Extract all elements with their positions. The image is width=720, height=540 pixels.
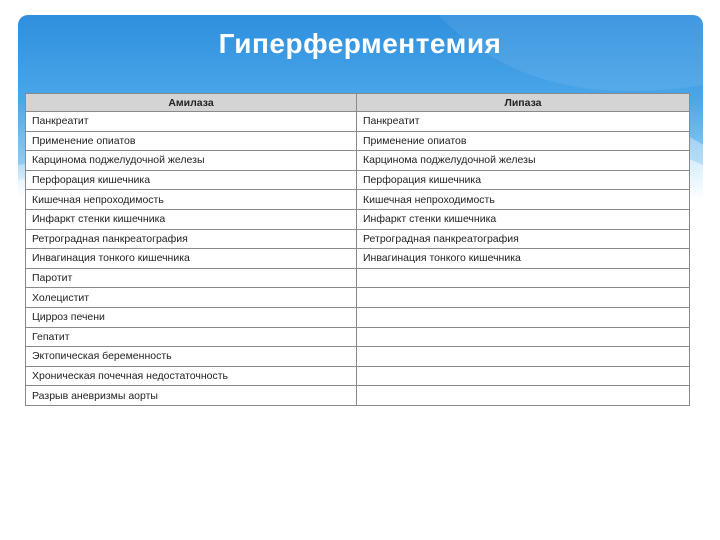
lipase-cell: Перфорация кишечника [357, 170, 690, 190]
table-row [26, 307, 690, 327]
amylase-cell: Хроническая почечная недостаточность [26, 366, 357, 386]
lipase-cell [357, 327, 690, 347]
table-row [26, 151, 690, 171]
header-amylase: Амилаза [26, 94, 357, 112]
table-row [26, 268, 690, 288]
amylase-cell: Цирроз печени [26, 307, 357, 327]
amylase-cell: Применение опиатов [26, 131, 357, 151]
lipase-cell [357, 366, 690, 386]
lipase-cell: Инвагинация тонкого кишечника [357, 249, 690, 269]
header-lipase: Липаза [357, 94, 690, 112]
amylase-cell: Инвагинация тонкого кишечника [26, 249, 357, 269]
lipase-cell [357, 288, 690, 308]
amylase-cell: Ретроградная панкреатография [26, 229, 357, 249]
table-row [26, 249, 690, 269]
page-title: Гиперферментемия [218, 28, 502, 59]
lipase-cell: Ретроградная панкреатография [357, 229, 690, 249]
table-row [26, 170, 690, 190]
amylase-cell: Карцинома поджелудочной железы [26, 151, 357, 171]
table-row [26, 229, 690, 249]
lipase-cell: Панкреатит [357, 112, 690, 132]
lipase-cell: Кишечная непроходимость [357, 190, 690, 210]
table-body [26, 112, 690, 406]
table-row [26, 112, 690, 132]
lipase-cell [357, 268, 690, 288]
enzyme-comparison-table [25, 93, 690, 406]
amylase-cell: Инфаркт стенки кишечника [26, 209, 357, 229]
amylase-cell: Перфорация кишечника [26, 170, 357, 190]
lipase-cell [357, 307, 690, 327]
table-row [26, 209, 690, 229]
table-row [26, 327, 690, 347]
table-row [26, 288, 690, 308]
lipase-cell [357, 347, 690, 367]
amylase-cell: Кишечная непроходимость [26, 190, 357, 210]
lipase-cell: Инфаркт стенки кишечника [357, 209, 690, 229]
amylase-cell: Эктопическая беременность [26, 347, 357, 367]
amylase-cell: Гепатит [26, 327, 357, 347]
amylase-cell: Панкреатит [26, 112, 357, 132]
table-row [26, 131, 690, 151]
lipase-cell: Карцинома поджелудочной железы [357, 151, 690, 171]
lipase-cell: Применение опиатов [357, 131, 690, 151]
table-row [26, 386, 690, 406]
comparison-table-container [25, 93, 689, 406]
table-header-row [26, 94, 690, 112]
table-row [26, 347, 690, 367]
lipase-cell [357, 386, 690, 406]
table-row [26, 366, 690, 386]
amylase-cell: Разрыв аневризмы аорты [26, 386, 357, 406]
amylase-cell: Паротит [26, 268, 357, 288]
table-row [26, 190, 690, 210]
amylase-cell: Холецистит [26, 288, 357, 308]
